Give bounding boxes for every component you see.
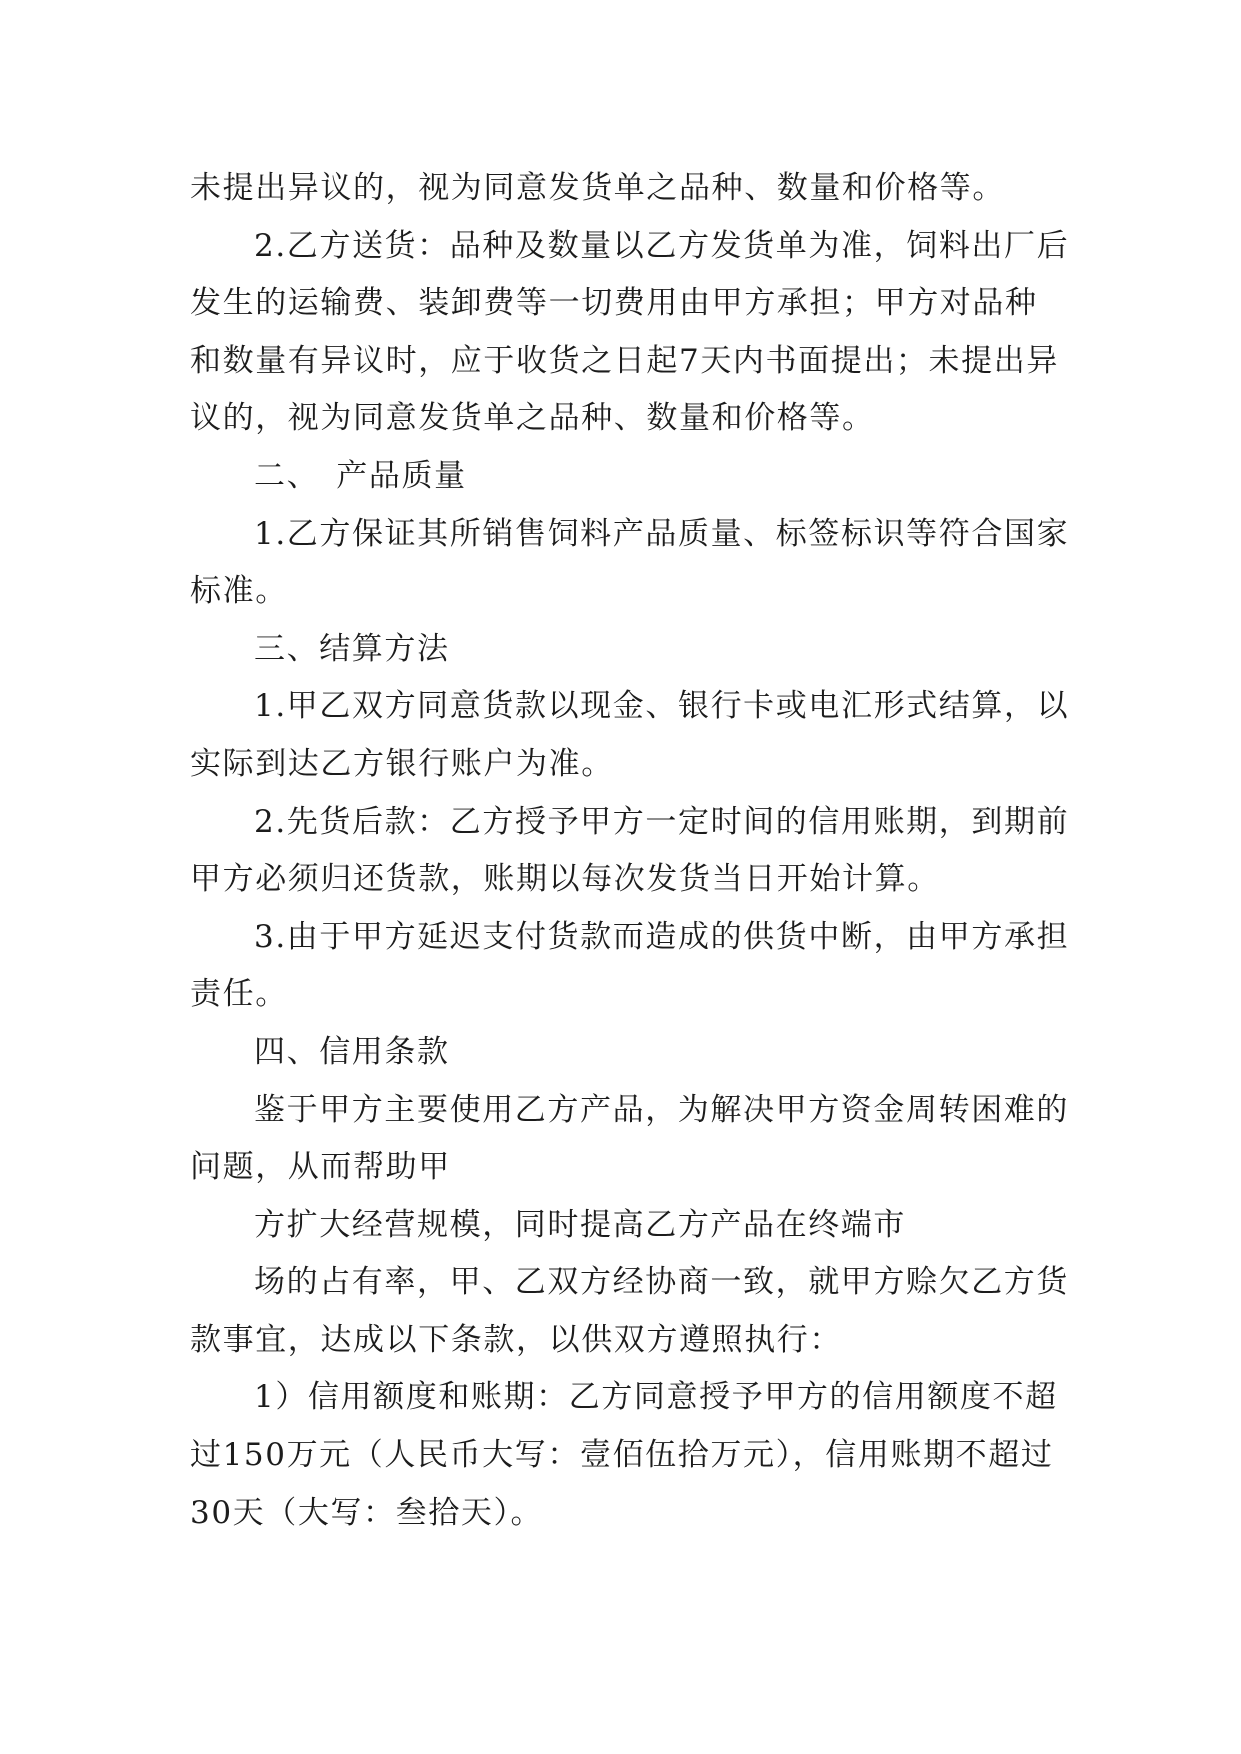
paragraph-credit-purpose-cont: 方扩大经营规模，同时提高乙方产品在终端市 <box>254 1206 906 1243</box>
heading-product-quality: 二、 产品质量 <box>254 457 467 494</box>
paragraph-goods-before-payment: 2.先货后款：乙方授予甲方一定时间的信用账期，到期前甲方必须归还货款，账期以每次发货当日开始计算。 <box>190 803 1070 898</box>
paragraph-payment-forms: 1.甲乙双方同意货款以现金、银行卡或电汇形式结算，以实际到达乙方银行账户为准。 <box>190 688 1070 782</box>
paragraph-quality-guarantee: 1.乙方保证其所销售饲料产品质量、标签标识等符合国家标准。 <box>190 515 1070 610</box>
paragraph-late-payment-liability: 3.由于甲方延迟支付货款而造成的供货中断，由甲方承担责任。 <box>190 918 1070 1013</box>
paragraph-credit-limit-term: 1）信用额度和账期：乙方同意授予甲方的信用额度不超过150万元（人民币大写：壹佰伍拾万元），信用账期不超过30天（大写：叁拾天）。 <box>190 1379 1058 1531</box>
paragraph-delivery-by-seller: 2.乙方送货：品种及数量以乙方发货单为准，饲料出厂后发生的运输费、装卸费等一切费用由甲方承担；甲方对品种和数量有异议时，应于收货之日起7天内书面提出；未提出异议的，视为同意发货单之品种、数量和价格等。 <box>190 227 1070 437</box>
heading-credit-terms: 四、信用条款 <box>254 1033 450 1070</box>
paragraph-credit-agreement: 场的占有率，甲、乙双方经协商一致，就甲方赊欠乙方货款事宜，达成以下条款，以供双方遵照执行： <box>190 1264 1069 1358</box>
paragraph-credit-purpose: 鉴于甲方主要使用乙方产品，为解决甲方资金周转困难的问题，从而帮助甲 <box>190 1091 1069 1186</box>
heading-settlement-method: 三、结算方法 <box>254 630 450 667</box>
paragraph-objection-tail: 未提出异议的，视为同意发货单之品种、数量和价格等。 <box>190 170 1005 206</box>
document-body <box>190 160 1070 1542</box>
